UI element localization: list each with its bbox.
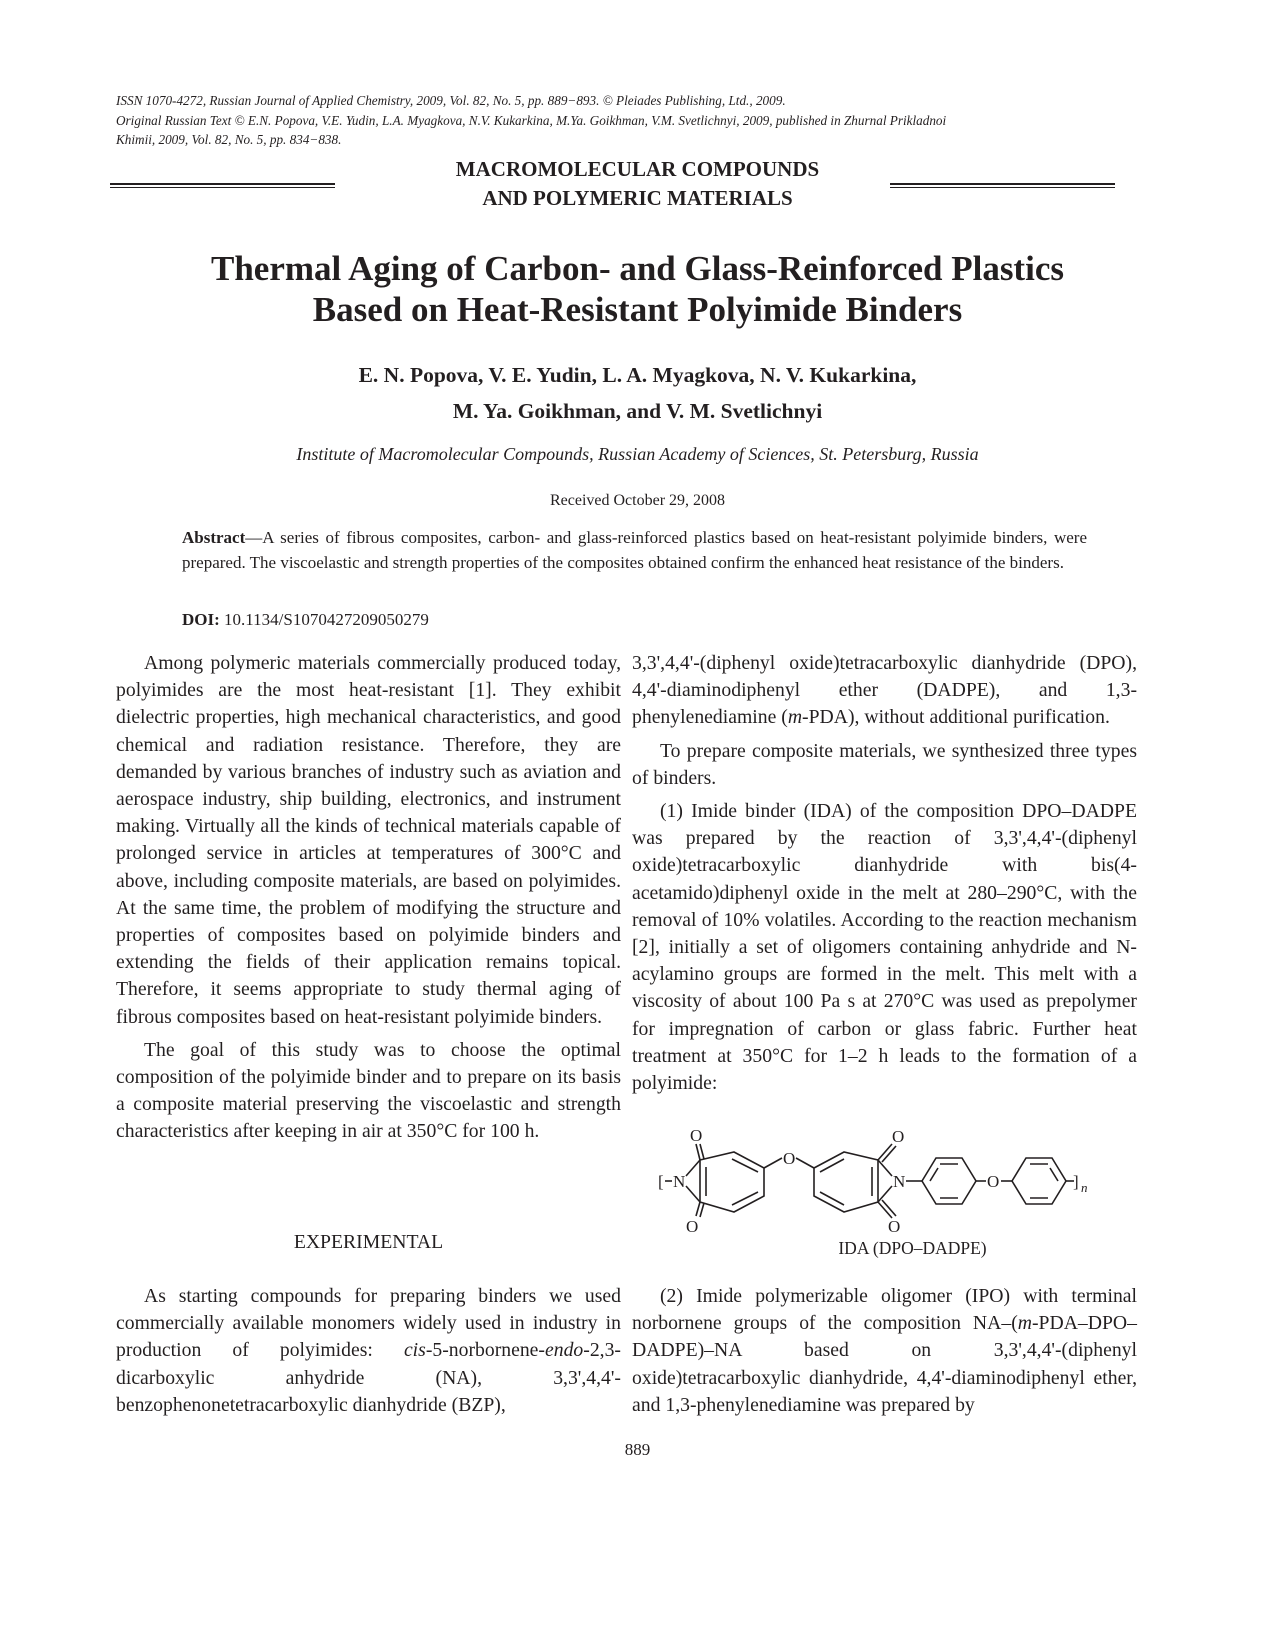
section-title-experimental: EXPERIMENTAL (293, 1231, 444, 1253)
abstract-text: —A series of fibrous composites, carbon- and glass-reinforced plastics based on heat-resistant polyimide binders, were prepared. The viscoelastic and strength properties of the composites obtained confirm the enhanced heat resistance of the binders. (182, 528, 1087, 572)
original-text-line: Original Russian Text © E.N. Popova, V.E. Yudin, L.A. Myagkova, N.V. Kukarkina, M.Ya. Goikhman, V.M. Svetlichnyi, 2009, published in Zhurnal Prikladnoi (116, 113, 947, 128)
right-column-continued (632, 1283, 1137, 1425)
bracket-left: [ (658, 1172, 664, 1191)
text-run: -2,3-dicarboxylic anhydride (NA), 3,3',4,4'-benzophenonetetracarboxylic dianhydride (BZP), (116, 1339, 621, 1416)
paragraph (632, 650, 1137, 732)
citation-line: ISSN 1070-4272, Russian Journal of Applied Chemistry, 2009, Vol. 82, No. 5, pp. 889−893. © Pleiades Publishing, Ltd., 2009. (116, 93, 786, 108)
left-column (116, 650, 621, 1152)
authors-line: E. N. Popova, V. E. Yudin, L. A. Myagkova, N. V. Kukarkina, (358, 363, 917, 387)
paragraph: To prepare composite materials, we synthesized three types of binders. (632, 739, 1137, 789)
paragraph: The goal of this study was to choose the optimal composition of the polyimide binder and to prepare on its basis a composite material preserving the viscoelastic and strength characteristics after keeping in air at 350°C for 100 h. (116, 1038, 621, 1143)
italic-text: m (787, 706, 803, 729)
paper-title (100, 248, 1175, 330)
n-right-label: N (893, 1172, 906, 1191)
text-run: -PDA–DPO–DADPE)–NA based on 3,3',4,4'-(diphenyl oxide)tetracarboxylic dianhydride, 4,4'-diaminodiphenyl ether, and 1,3-phenylenediamine was prepared by (632, 1312, 1137, 1416)
paragraph (116, 1283, 621, 1419)
doi-value: 10.1134/S1070427209050279 (219, 610, 429, 629)
italic-text: m (1017, 1312, 1032, 1335)
page-number: 889 (624, 1440, 651, 1459)
carbonyl-o-label: O (686, 1217, 699, 1236)
bracket-right: ] (1073, 1172, 1079, 1191)
title-line: Based on Heat-Resistant Polyimide Binders (312, 290, 963, 329)
figure-caption: IDA (DPO–DADPE) (838, 1238, 987, 1258)
polyimide-structure (640, 1122, 1120, 1240)
paragraph: (1) Imide binder (IDA) of the composition DPO–DADPE was prepared by the reaction of 3,3',4,4'-(diphenyl oxide)tetracarboxylic dianhydride with bis(4-acetamido)diphenyl oxide in the melt at 280–290°C, with the removal of 10% volatiles. According to the reaction mechanism [2], initially a set of oligomers containing anhydride and N-acylamino groups are formed in the melt. This melt with a viscosity of about 100 Pa s at 270°C was used as prepolymer for impregnation of carbon or glass fabric. Further heat treatment at 350°C for 1–2 h leads to the formation of a polyimide: (632, 800, 1137, 1095)
text-run: (2) Imide polymerizable oligomer (IPO) with terminal norbornene groups of the composition NA–( (632, 1285, 1137, 1335)
section-heading (400, 155, 875, 213)
received-date: Received October 29, 2008 (549, 492, 726, 509)
abstract (182, 526, 1087, 575)
author-list (100, 357, 1175, 429)
right-column (632, 650, 1137, 1103)
n-left-label: N (673, 1172, 686, 1191)
abstract-label: Abstract (182, 528, 246, 547)
section-heading-line: MACROMOLECULAR COMPOUNDS (455, 157, 820, 181)
carbonyl-o-label: O (690, 1126, 703, 1145)
original-text-line-2: Khimii, 2009, Vol. 82, No. 5, pp. 834−838. (116, 132, 342, 147)
doi (182, 610, 429, 630)
affiliation: Institute of Macromolecular Compounds, Russian Academy of Sciences, St. Petersburg, Russia (296, 444, 979, 464)
ether-o-label: O (783, 1149, 796, 1168)
italic-text: endo (544, 1339, 584, 1362)
carbonyl-o-label: O (892, 1127, 905, 1146)
italic-text: cis (403, 1339, 426, 1362)
title-line: Thermal Aging of Carbon- and Glass-Reinforced Plastics (211, 249, 1064, 288)
left-column-experimental (116, 1283, 621, 1425)
carbonyl-o-label: O (888, 1217, 901, 1236)
doi-label: DOI: (182, 610, 220, 629)
ether-o-label: O (987, 1172, 1000, 1191)
subscript-n: n (1081, 1180, 1088, 1195)
section-heading-line: AND POLYMERIC MATERIALS (482, 186, 793, 210)
text-run: 3,3',4,4'-(diphenyl oxide)tetracarboxylic dianhydride (DPO), 4,4'-diaminodiphenyl ether (DADPE), and 1,3-phenylenediamine ( (632, 652, 1137, 729)
paragraph (632, 1283, 1137, 1419)
text-run: -5-norbornene- (425, 1339, 545, 1362)
text-run: As starting compounds for preparing binders we used commercially available monomers widely used in industry in production of polyimides: (116, 1285, 621, 1362)
text-run: -PDA), without additional purification. (802, 706, 1110, 729)
authors-line: M. Ya. Goikhman, and V. M. Svetlichnyi (452, 399, 823, 423)
heading-rule-left (110, 183, 335, 188)
heading-rule-right (890, 183, 1115, 188)
paragraph: Among polymeric materials commercially produced today, polyimides are the most heat-resistant [1]. They exhibit dielectric properties, high mechanical characteristics, and good chemical and radiation resistance. Therefore, they are demanded by various branches of industry such as aviation and aerospace industry, ship building, electronics, and instrument making. Virtually all the kinds of technical materials capable of prolonged service in articles at temperatures of 300°C and above, including composite materials, are based on polyimides. At the same time, the problem of modifying the structure and properties of composites based on polyimide binders and extending the fields of their application remains topical. Therefore, it seems appropriate to study thermal aging of fibrous composites based on heat-resistant polyimide binders. (116, 652, 621, 1028)
